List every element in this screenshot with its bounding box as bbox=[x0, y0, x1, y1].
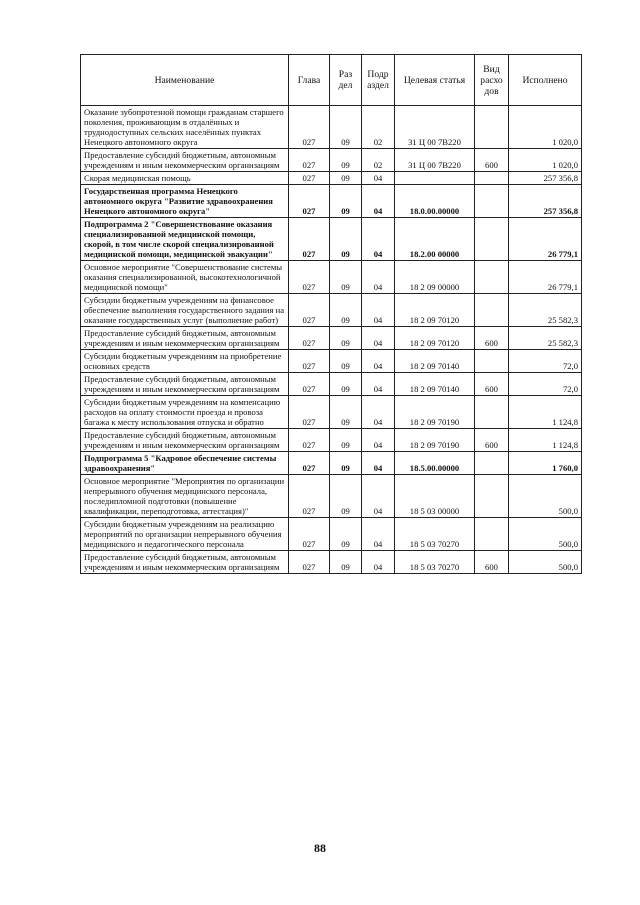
cell-name: Предоставление субсидий бюджетным, автономным учреждениям и иным некоммерческим организациям bbox=[81, 429, 289, 452]
cell-podrazdel: 04 bbox=[362, 452, 395, 475]
cell-vid bbox=[475, 294, 509, 327]
table-row bbox=[81, 185, 582, 218]
cell-target: 18 2 09 70190 bbox=[395, 396, 475, 429]
cell-name: Субсидии бюджетным учреждениям на приобретение основных средств bbox=[81, 350, 289, 373]
cell-executed: 26 779,1 bbox=[509, 261, 582, 294]
cell-name: Подпрограмма 2 "Совершенствование оказания специализированной медицинской помощи, скорой, в том числе скорой специализированной медицинской помощи, медицинской эвакуации" bbox=[81, 218, 289, 261]
cell-executed: 72,0 bbox=[509, 350, 582, 373]
cell-razdel: 09 bbox=[330, 373, 362, 396]
cell-name: Предоставление субсидий бюджетным, автономным учреждениям и иным некоммерческим организациям bbox=[81, 327, 289, 350]
cell-glava: 027 bbox=[289, 350, 330, 373]
table-body bbox=[81, 106, 582, 574]
cell-razdel: 09 bbox=[330, 172, 362, 185]
cell-name: Предоставление субсидий бюджетным, автономным учреждениям и иным некоммерческим организациям bbox=[81, 149, 289, 172]
cell-vid bbox=[475, 518, 509, 551]
cell-razdel: 09 bbox=[330, 518, 362, 551]
cell-executed: 1 124,8 bbox=[509, 429, 582, 452]
cell-glava: 027 bbox=[289, 327, 330, 350]
cell-vid bbox=[475, 172, 509, 185]
cell-target: 31 Ц 00 7В220 bbox=[395, 106, 475, 149]
table-row bbox=[81, 149, 582, 172]
cell-executed: 26 779,1 bbox=[509, 218, 582, 261]
cell-vid: 600 bbox=[475, 149, 509, 172]
cell-podrazdel: 04 bbox=[362, 185, 395, 218]
table-row bbox=[81, 475, 582, 518]
page-number: 88 bbox=[314, 841, 326, 855]
cell-name: Субсидии бюджетным учреждениям на финансовое обеспечение выполнения государственного задания на оказание государственных услуг (выполнение работ) bbox=[81, 294, 289, 327]
cell-vid: 600 bbox=[475, 429, 509, 452]
cell-target: 18.2.00 00000 bbox=[395, 218, 475, 261]
cell-glava: 027 bbox=[289, 373, 330, 396]
cell-razdel: 09 bbox=[330, 294, 362, 327]
cell-razdel: 09 bbox=[330, 396, 362, 429]
cell-vid bbox=[475, 106, 509, 149]
cell-target: 18 2 09 00000 bbox=[395, 261, 475, 294]
cell-podrazdel: 04 bbox=[362, 429, 395, 452]
cell-executed: 500,0 bbox=[509, 518, 582, 551]
cell-podrazdel: 04 bbox=[362, 261, 395, 294]
cell-target: 18 2 09 70190 bbox=[395, 429, 475, 452]
cell-podrazdel: 04 bbox=[362, 218, 395, 261]
cell-name: Субсидии бюджетным учреждениям на компенсацию расходов на оплату стоимости проезда и провоза багажа к месту использования отпуска и обратно bbox=[81, 396, 289, 429]
cell-glava: 027 bbox=[289, 475, 330, 518]
cell-executed: 1 760,0 bbox=[509, 452, 582, 475]
cell-glava: 027 bbox=[289, 106, 330, 149]
cell-name: Государственная программа Ненецкого автономного округа "Развитие здравоохранения Ненецкого автономного округа" bbox=[81, 185, 289, 218]
cell-glava: 027 bbox=[289, 294, 330, 327]
cell-podrazdel: 04 bbox=[362, 475, 395, 518]
cell-vid: 600 bbox=[475, 327, 509, 350]
header-podrazdel: Подр аздел bbox=[362, 55, 395, 106]
header-razdel: Раз дел bbox=[330, 55, 362, 106]
table-row bbox=[81, 551, 582, 574]
cell-target: 18 2 09 70140 bbox=[395, 373, 475, 396]
cell-name: Оказание зубопротезной помощи гражданам старшего поколения, проживающим в отдалённых и труднодоступных сельских населённых пунктах Ненецкого автономного округа bbox=[81, 106, 289, 149]
cell-glava: 027 bbox=[289, 452, 330, 475]
cell-target: 18 5 03 70270 bbox=[395, 551, 475, 574]
table-row bbox=[81, 452, 582, 475]
cell-razdel: 09 bbox=[330, 327, 362, 350]
cell-executed: 25 582,3 bbox=[509, 327, 582, 350]
cell-glava: 027 bbox=[289, 149, 330, 172]
cell-executed: 1 020,0 bbox=[509, 106, 582, 149]
cell-name: Субсидии бюджетным учреждениям на реализацию мероприятий по организации непрерывного обучения медицинского и педагогического персонала bbox=[81, 518, 289, 551]
cell-name: Основное мероприятие "Совершенствование системы оказания специализированной, высокотехнологичной медицинской помощи" bbox=[81, 261, 289, 294]
cell-executed: 1 020,0 bbox=[509, 149, 582, 172]
cell-podrazdel: 04 bbox=[362, 172, 395, 185]
cell-podrazdel: 04 bbox=[362, 518, 395, 551]
cell-vid bbox=[475, 350, 509, 373]
table-row bbox=[81, 294, 582, 327]
cell-name: Подпрограмма 5 "Кадровое обеспечение системы здравоохранения" bbox=[81, 452, 289, 475]
cell-name: Предоставление субсидий бюджетным, автономным учреждениям и иным некоммерческим организациям bbox=[81, 373, 289, 396]
table-row bbox=[81, 327, 582, 350]
cell-target: 18 2 09 70120 bbox=[395, 294, 475, 327]
cell-vid bbox=[475, 185, 509, 218]
header-vid: Вид расхо дов bbox=[475, 55, 509, 106]
cell-razdel: 09 bbox=[330, 429, 362, 452]
cell-podrazdel: 04 bbox=[362, 396, 395, 429]
cell-vid: 600 bbox=[475, 373, 509, 396]
cell-vid bbox=[475, 475, 509, 518]
table-row bbox=[81, 261, 582, 294]
cell-podrazdel: 02 bbox=[362, 106, 395, 149]
table-header-row bbox=[81, 55, 582, 106]
cell-executed: 257 356,8 bbox=[509, 185, 582, 218]
cell-glava: 027 bbox=[289, 261, 330, 294]
cell-vid bbox=[475, 218, 509, 261]
table-row bbox=[81, 106, 582, 149]
cell-vid bbox=[475, 396, 509, 429]
cell-target: 18 5 03 70270 bbox=[395, 518, 475, 551]
cell-razdel: 09 bbox=[330, 106, 362, 149]
budget-table bbox=[80, 54, 582, 574]
cell-target: 18.5.00.00000 bbox=[395, 452, 475, 475]
cell-podrazdel: 04 bbox=[362, 373, 395, 396]
cell-target bbox=[395, 172, 475, 185]
table-row bbox=[81, 172, 582, 185]
cell-executed: 500,0 bbox=[509, 551, 582, 574]
cell-name: Основное мероприятие "Мероприятия по организации непрерывного обучения медицинского персонала, последипломной подготовки (повышение квалификации, переподготовка, аттестация)" bbox=[81, 475, 289, 518]
cell-target: 18 2 09 70140 bbox=[395, 350, 475, 373]
cell-executed: 1 124,8 bbox=[509, 396, 582, 429]
cell-podrazdel: 04 bbox=[362, 327, 395, 350]
cell-executed: 500,0 bbox=[509, 475, 582, 518]
cell-glava: 027 bbox=[289, 185, 330, 218]
header-name: Наименование bbox=[81, 55, 289, 106]
cell-podrazdel: 04 bbox=[362, 350, 395, 373]
cell-razdel: 09 bbox=[330, 185, 362, 218]
cell-target: 18 2 09 70120 bbox=[395, 327, 475, 350]
cell-target: 18.0.00.00000 bbox=[395, 185, 475, 218]
cell-vid bbox=[475, 261, 509, 294]
cell-podrazdel: 02 bbox=[362, 149, 395, 172]
cell-glava: 027 bbox=[289, 518, 330, 551]
cell-glava: 027 bbox=[289, 396, 330, 429]
header-executed: Исполнено bbox=[509, 55, 582, 106]
table-row bbox=[81, 518, 582, 551]
cell-target: 18 5 03 00000 bbox=[395, 475, 475, 518]
cell-target: 31 Ц 00 7В220 bbox=[395, 149, 475, 172]
cell-glava: 027 bbox=[289, 172, 330, 185]
cell-glava: 027 bbox=[289, 429, 330, 452]
cell-glava: 027 bbox=[289, 551, 330, 574]
table-row bbox=[81, 429, 582, 452]
cell-glava: 027 bbox=[289, 218, 330, 261]
cell-name: Предоставление субсидий бюджетным, автономным учреждениям и иным некоммерческим организациям bbox=[81, 551, 289, 574]
cell-executed: 257 356,8 bbox=[509, 172, 582, 185]
table-row bbox=[81, 218, 582, 261]
cell-razdel: 09 bbox=[330, 551, 362, 574]
cell-razdel: 09 bbox=[330, 475, 362, 518]
table-row bbox=[81, 396, 582, 429]
cell-executed: 25 582,3 bbox=[509, 294, 582, 327]
table-row bbox=[81, 373, 582, 396]
cell-razdel: 09 bbox=[330, 350, 362, 373]
cell-name: Скорая медицинская помощь bbox=[81, 172, 289, 185]
cell-podrazdel: 04 bbox=[362, 551, 395, 574]
cell-razdel: 09 bbox=[330, 149, 362, 172]
cell-razdel: 09 bbox=[330, 218, 362, 261]
cell-razdel: 09 bbox=[330, 452, 362, 475]
cell-razdel: 09 bbox=[330, 261, 362, 294]
header-glava: Глава bbox=[289, 55, 330, 106]
cell-vid: 600 bbox=[475, 551, 509, 574]
table-row bbox=[81, 350, 582, 373]
cell-podrazdel: 04 bbox=[362, 294, 395, 327]
cell-vid bbox=[475, 452, 509, 475]
cell-executed: 72,0 bbox=[509, 373, 582, 396]
header-target: Целевая статья bbox=[395, 55, 475, 106]
